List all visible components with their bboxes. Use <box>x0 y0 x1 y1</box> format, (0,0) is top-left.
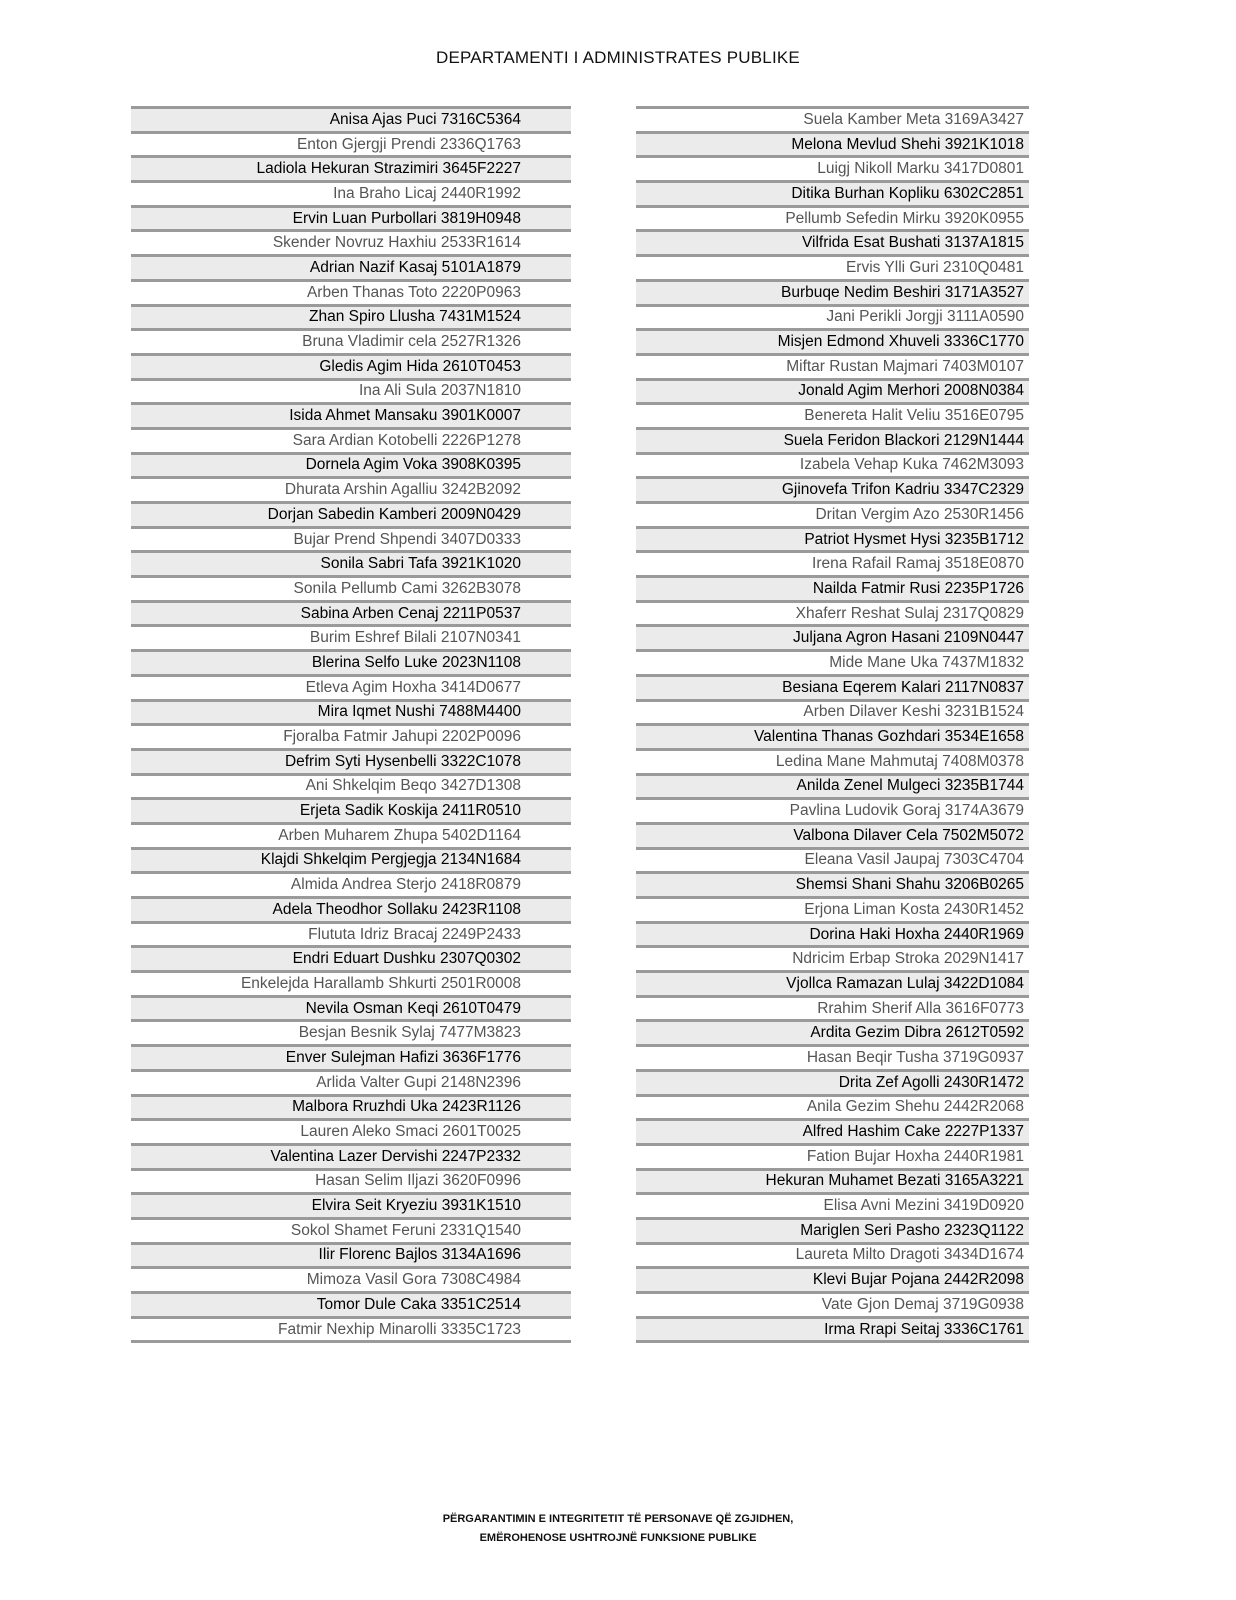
name-row: Fjoralba Fatmir Jahupi 2202P0096 <box>131 723 571 748</box>
name-row: Etleva Agim Hoxha 3414D0677 <box>131 674 571 699</box>
name-row: Jonald Agim Merhori 2008N0384 <box>636 378 1029 403</box>
name-row: Blerina Selfo Luke 2023N1108 <box>131 649 571 674</box>
name-row: Shemsi Shani Shahu 3206B0265 <box>636 871 1029 896</box>
name-row: Dorina Haki Hoxha 2440R1969 <box>636 921 1029 946</box>
name-row: Nevila Osman Keqi 2610T0479 <box>131 995 571 1020</box>
name-row: Bujar Prend Shpendi 3407D0333 <box>131 526 571 551</box>
name-row: Sara Ardian Kotobelli 2226P1278 <box>131 427 571 452</box>
name-row: Dornela Agim Voka 3908K0395 <box>131 452 571 477</box>
name-row: Tomor Dule Caka 3351C2514 <box>131 1291 571 1316</box>
name-row: Ladiola Hekuran Strazimiri 3645F2227 <box>131 155 571 180</box>
name-row: Ina Braho Licaj 2440R1992 <box>131 180 571 205</box>
name-row: Gjinovefa Trifon Kadriu 3347C2329 <box>636 476 1029 501</box>
name-row: Eleana Vasil Jaupaj 7303C4704 <box>636 847 1029 872</box>
name-row: Endri Eduart Dushku 2307Q0302 <box>131 945 571 970</box>
name-row: Ervis Ylli Guri 2310Q0481 <box>636 254 1029 279</box>
name-row: Juljana Agron Hasani 2109N0447 <box>636 624 1029 649</box>
name-row: Ina Ali Sula 2037N1810 <box>131 378 571 403</box>
name-row: Xhaferr Reshat Sulaj 2317Q0829 <box>636 600 1029 625</box>
name-row: Fation Bujar Hoxha 2440R1981 <box>636 1143 1029 1168</box>
name-row: Bruna Vladimir cela 2527R1326 <box>131 328 571 353</box>
name-row: Ervin Luan Purbollari 3819H0948 <box>131 205 571 230</box>
name-row: Enton Gjergji Prendi 2336Q1763 <box>131 131 571 156</box>
name-row: Sabina Arben Cenaj 2211P0537 <box>131 600 571 625</box>
name-row: Sonila Pellumb Cami 3262B3078 <box>131 575 571 600</box>
name-row: Ledina Mane Mahmutaj 7408M0378 <box>636 748 1029 773</box>
name-row: Erjona Liman Kosta 2430R1452 <box>636 896 1029 921</box>
name-row: Vilfrida Esat Bushati 3137A1815 <box>636 229 1029 254</box>
name-row: Ilir Florenc Bajlos 3134A1696 <box>131 1242 571 1267</box>
name-row: Skender Novruz Haxhiu 2533R1614 <box>131 229 571 254</box>
name-row: Miftar Rustan Majmari 7403M0107 <box>636 353 1029 378</box>
name-row: Alfred Hashim Cake 2227P1337 <box>636 1118 1029 1143</box>
name-row: Enkelejda Harallamb Shkurti 2501R0008 <box>131 970 571 995</box>
column-bottom-rule <box>636 1340 1029 1343</box>
name-row: Anilda Zenel Mulgeci 3235B1744 <box>636 773 1029 798</box>
name-row: Besjan Besnik Sylaj 7477M3823 <box>131 1019 571 1044</box>
name-row: Elisa Avni Mezini 3419D0920 <box>636 1192 1029 1217</box>
name-row: Mira Iqmet Nushi 7488M4400 <box>131 699 571 724</box>
name-row: Pavlina Ludovik Goraj 3174A3679 <box>636 797 1029 822</box>
right-name-column <box>636 106 1029 1343</box>
name-row: Vate Gjon Demaj 3719G0938 <box>636 1291 1029 1316</box>
name-row: Ani Shkelqim Beqo 3427D1308 <box>131 773 571 798</box>
name-row: Enver Sulejman Hafizi 3636F1776 <box>131 1044 571 1069</box>
name-row: Arben Muharem Zhupa 5402D1164 <box>131 822 571 847</box>
name-row: Laureta Milto Dragoti 3434D1674 <box>636 1242 1029 1267</box>
name-row: Ndricim Erbap Stroka 2029N1417 <box>636 945 1029 970</box>
footer <box>0 1510 1236 1548</box>
name-row: Irma Rrapi Seitaj 3336C1761 <box>636 1316 1029 1341</box>
name-row: Burbuqe Nedim Beshiri 3171A3527 <box>636 279 1029 304</box>
name-row: Melona Mevlud Shehi 3921K1018 <box>636 131 1029 156</box>
name-row: Adela Theodhor Sollaku 2423R1108 <box>131 896 571 921</box>
name-row: Arlida Valter Gupi 2148N2396 <box>131 1069 571 1094</box>
name-row: Dorjan Sabedin Kamberi 2009N0429 <box>131 501 571 526</box>
name-row: Izabela Vehap Kuka 7462M3093 <box>636 452 1029 477</box>
name-row: Arben Thanas Toto 2220P0963 <box>131 279 571 304</box>
left-name-column <box>131 106 571 1343</box>
name-row: Malbora Rruzhdi Uka 2423R1126 <box>131 1094 571 1119</box>
name-row: Hekuran Muhamet Bezati 3165A3221 <box>636 1168 1029 1193</box>
name-row: Lauren Aleko Smaci 2601T0025 <box>131 1118 571 1143</box>
name-row: Benereta Halit Veliu 3516E0795 <box>636 402 1029 427</box>
name-row: Mariglen Seri Pasho 2323Q1122 <box>636 1217 1029 1242</box>
column-bottom-rule <box>131 1340 571 1343</box>
name-row: Valbona Dilaver Cela 7502M5072 <box>636 822 1029 847</box>
name-row: Arben Dilaver Keshi 3231B1524 <box>636 699 1029 724</box>
name-row: Defrim Syti Hysenbelli 3322C1078 <box>131 748 571 773</box>
name-row: Mide Mane Uka 7437M1832 <box>636 649 1029 674</box>
name-row: Burim Eshref Bilali 2107N0341 <box>131 624 571 649</box>
name-row: Luigj Nikoll Marku 3417D0801 <box>636 155 1029 180</box>
name-row: Patriot Hysmet Hysi 3235B1712 <box>636 526 1029 551</box>
name-row: Hasan Beqir Tusha 3719G0937 <box>636 1044 1029 1069</box>
footer-line-2: EMËROHENOSE USHTROJNË FUNKSIONE PUBLIKE <box>479 1532 757 1544</box>
name-row: Dhurata Arshin Agalliu 3242B2092 <box>131 476 571 501</box>
name-row: Suela Kamber Meta 3169A3427 <box>636 106 1029 131</box>
name-row: Klevi Bujar Pojana 2442R2098 <box>636 1266 1029 1291</box>
name-row: Irena Rafail Ramaj 3518E0870 <box>636 550 1029 575</box>
name-row: Klajdi Shkelqim Pergjegja 2134N1684 <box>131 847 571 872</box>
name-row: Isida Ahmet Mansaku 3901K0007 <box>131 402 571 427</box>
name-row: Anisa Ajas Puci 7316C5364 <box>131 106 571 131</box>
name-row: Dritan Vergim Azo 2530R1456 <box>636 501 1029 526</box>
footer-line-1: PËRGARANTIMIN E INTEGRITETIT TË PERSONAVE QË ZGJIDHEN, <box>442 1513 794 1525</box>
name-row: Zhan Spiro Llusha 7431M1524 <box>131 304 571 329</box>
name-row: Anila Gezim Shehu 2442R2068 <box>636 1094 1029 1119</box>
name-row: Sokol Shamet Feruni 2331Q1540 <box>131 1217 571 1242</box>
name-row: Elvira Seit Kryeziu 3931K1510 <box>131 1192 571 1217</box>
name-row: Hasan Selim Iljazi 3620F0996 <box>131 1168 571 1193</box>
name-row: Misjen Edmond Xhuveli 3336C1770 <box>636 328 1029 353</box>
name-row: Nailda Fatmir Rusi 2235P1726 <box>636 575 1029 600</box>
name-row: Rrahim Sherif Alla 3616F0773 <box>636 995 1029 1020</box>
name-row: Gledis Agim Hida 2610T0453 <box>131 353 571 378</box>
name-row: Vjollca Ramazan Lulaj 3422D1084 <box>636 970 1029 995</box>
name-row: Ditika Burhan Kopliku 6302C2851 <box>636 180 1029 205</box>
name-row: Valentina Thanas Gozhdari 3534E1658 <box>636 723 1029 748</box>
name-row: Adrian Nazif Kasaj 5101A1879 <box>131 254 571 279</box>
name-row: Valentina Lazer Dervishi 2247P2332 <box>131 1143 571 1168</box>
name-row: Suela Feridon Blackori 2129N1444 <box>636 427 1029 452</box>
name-row: Mimoza Vasil Gora 7308C4984 <box>131 1266 571 1291</box>
name-row: Fatmir Nexhip Minarolli 3335C1723 <box>131 1316 571 1341</box>
name-row: Jani Perikli Jorgji 3111A0590 <box>636 304 1029 329</box>
name-row: Sonila Sabri Tafa 3921K1020 <box>131 550 571 575</box>
page-title: DEPARTAMENTI I ADMINISTRATES PUBLIKE <box>436 48 800 67</box>
name-row: Flututa Idriz Bracaj 2249P2433 <box>131 921 571 946</box>
name-row: Erjeta Sadik Koskija 2411R0510 <box>131 797 571 822</box>
name-row: Drita Zef Agolli 2430R1472 <box>636 1069 1029 1094</box>
name-row: Almida Andrea Sterjo 2418R0879 <box>131 871 571 896</box>
name-row: Besiana Eqerem Kalari 2117N0837 <box>636 674 1029 699</box>
name-row: Ardita Gezim Dibra 2612T0592 <box>636 1019 1029 1044</box>
name-row: Pellumb Sefedin Mirku 3920K0955 <box>636 205 1029 230</box>
